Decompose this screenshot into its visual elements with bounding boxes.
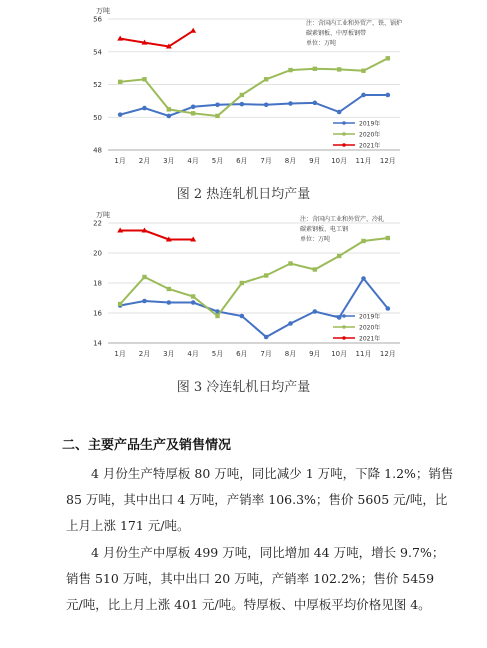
x-tick-label: 1月: [114, 350, 126, 358]
legend-marker: [342, 132, 346, 136]
x-tick-label: 5月: [211, 157, 224, 165]
x-tick-label: 1月: [114, 157, 126, 165]
x-tick-label: 6月: [236, 157, 248, 165]
data-point: [240, 281, 244, 285]
data-point: [191, 111, 195, 115]
data-point: [118, 80, 122, 84]
legend-marker: [342, 336, 346, 340]
data-point: [386, 56, 390, 60]
legend-label: 2021年: [359, 142, 381, 150]
x-tick-label: 10月: [331, 157, 348, 165]
series-line-2019年: [120, 279, 388, 338]
legend-label: 2020年: [359, 131, 381, 139]
y-unit-label: 万吨: [96, 211, 110, 219]
data-point: [191, 104, 196, 109]
cold-rolling-daily-output-chart: [0, 205, 487, 375]
figure-2-caption: 图 2 热连轧机日均产量: [176, 187, 311, 202]
x-tick-label: 11月: [355, 157, 372, 165]
y-tick-label: 20: [93, 249, 102, 258]
data-point: [142, 299, 147, 304]
data-point: [264, 103, 269, 108]
x-tick-label: 9月: [309, 157, 321, 165]
data-point: [386, 236, 390, 240]
x-tick-label: 5月: [211, 350, 224, 358]
x-tick-label: 3月: [163, 350, 175, 358]
x-tick-label: 2月: [138, 157, 151, 165]
x-tick-label: 7月: [260, 350, 272, 358]
data-point: [313, 101, 318, 106]
x-tick-label: 2月: [138, 350, 151, 358]
legend-marker: [342, 143, 346, 147]
data-point: [361, 239, 365, 243]
data-point: [288, 261, 292, 265]
data-point: [361, 276, 366, 281]
data-point: [167, 287, 171, 291]
data-point: [361, 69, 365, 73]
y-tick-label: 48: [93, 146, 102, 155]
data-point: [142, 77, 146, 81]
data-point: [288, 321, 293, 326]
data-point: [386, 306, 391, 311]
series-line-2021年: [120, 31, 193, 47]
data-point: [215, 103, 220, 108]
data-point: [142, 106, 147, 111]
data-point: [167, 114, 172, 119]
data-point: [386, 93, 391, 98]
chart-note-line: 碳素钢板、中厚板钢带: [306, 30, 367, 37]
y-tick-label: 14: [93, 339, 102, 348]
chart-note-line: 碳素钢板、电工钢: [300, 226, 349, 233]
data-point: [313, 267, 317, 271]
data-point: [215, 314, 219, 318]
data-point: [288, 68, 292, 72]
section-heading: 二、主要产品生产及销售情况: [62, 438, 232, 453]
series-line-2020年: [120, 58, 388, 116]
data-point: [118, 112, 123, 117]
data-point: [167, 300, 172, 305]
data-point: [191, 300, 196, 305]
x-tick-label: 12月: [379, 157, 396, 165]
chart-note-line: 注：含国内工业和外贸产、铁、锅炉: [306, 20, 403, 27]
x-tick-label: 4月: [187, 350, 199, 358]
series-line-2021年: [120, 231, 193, 240]
y-tick-label: 54: [93, 48, 102, 57]
data-point: [313, 67, 317, 71]
y-tick-label: 16: [93, 309, 102, 318]
x-tick-label: 8月: [284, 157, 297, 165]
data-point: [240, 314, 245, 319]
x-tick-label: 7月: [260, 157, 272, 165]
data-point: [167, 107, 171, 111]
data-point: [264, 273, 268, 277]
data-point: [337, 254, 341, 258]
legend-marker: [342, 314, 346, 318]
y-unit-label: 万吨: [96, 7, 110, 15]
data-point: [264, 77, 268, 81]
y-tick-label: 22: [93, 219, 102, 228]
x-tick-label: 12月: [379, 350, 396, 358]
y-tick-label: 18: [93, 279, 102, 288]
data-point: [337, 110, 342, 115]
chart-note-line: 单位：万吨: [300, 236, 331, 243]
y-tick-label: 52: [93, 81, 102, 89]
x-tick-label: 9月: [309, 350, 321, 358]
legend-label: 2019年: [359, 313, 381, 321]
paragraph-medium-thick-plate: 4 月份生产中厚板 499 万吨，同比增加 44 万吨，增长 9.7%；销售 510 万吨，其中出口 20 万吨，产销率 102.2%；售价 5459 元/吨，比上月上涨 401 元/吨。特厚板、中厚板平均价格见图 4。: [66, 545, 445, 612]
data-point: [215, 114, 219, 118]
data-point: [118, 302, 122, 306]
data-point: [191, 294, 195, 298]
legend-label: 2019年: [359, 120, 381, 128]
data-point: [142, 275, 146, 279]
legend-marker: [342, 121, 346, 125]
y-tick-label: 50: [93, 113, 102, 122]
data-point: [240, 102, 245, 107]
data-point: [337, 67, 341, 71]
figure-3-caption: 图 3 冷连轧机日均产量: [176, 380, 311, 395]
data-point: [361, 93, 366, 98]
x-tick-label: 10月: [331, 350, 348, 358]
x-tick-label: 3月: [163, 157, 175, 165]
x-tick-label: 8月: [284, 350, 297, 358]
legend-label: 2020年: [359, 324, 381, 332]
data-point: [190, 28, 196, 33]
data-point: [264, 335, 269, 340]
paragraph-extra-thick-plate: 4 月份生产特厚板 80 万吨，同比减少 1 万吨，下降 1.2%；销售 85 万吨，其中出口 4 万吨，产销率 106.3%；售价 5605 元/吨，比上月上涨 171 元/吨。: [66, 466, 454, 533]
data-point: [288, 101, 293, 106]
legend-label: 2021年: [359, 335, 381, 343]
chart-note-line: 单位：万吨: [306, 40, 337, 47]
hot-rolling-daily-output-chart: [0, 0, 487, 180]
x-tick-label: 4月: [187, 157, 199, 165]
x-tick-label: 11月: [355, 350, 372, 358]
data-point: [313, 309, 318, 314]
y-tick-label: 56: [93, 15, 102, 24]
x-tick-label: 6月: [236, 350, 248, 358]
data-point: [240, 93, 244, 97]
chart-note-line: 注：含国内工业和外贸产、冷轧: [300, 216, 385, 223]
legend-marker: [342, 325, 346, 329]
